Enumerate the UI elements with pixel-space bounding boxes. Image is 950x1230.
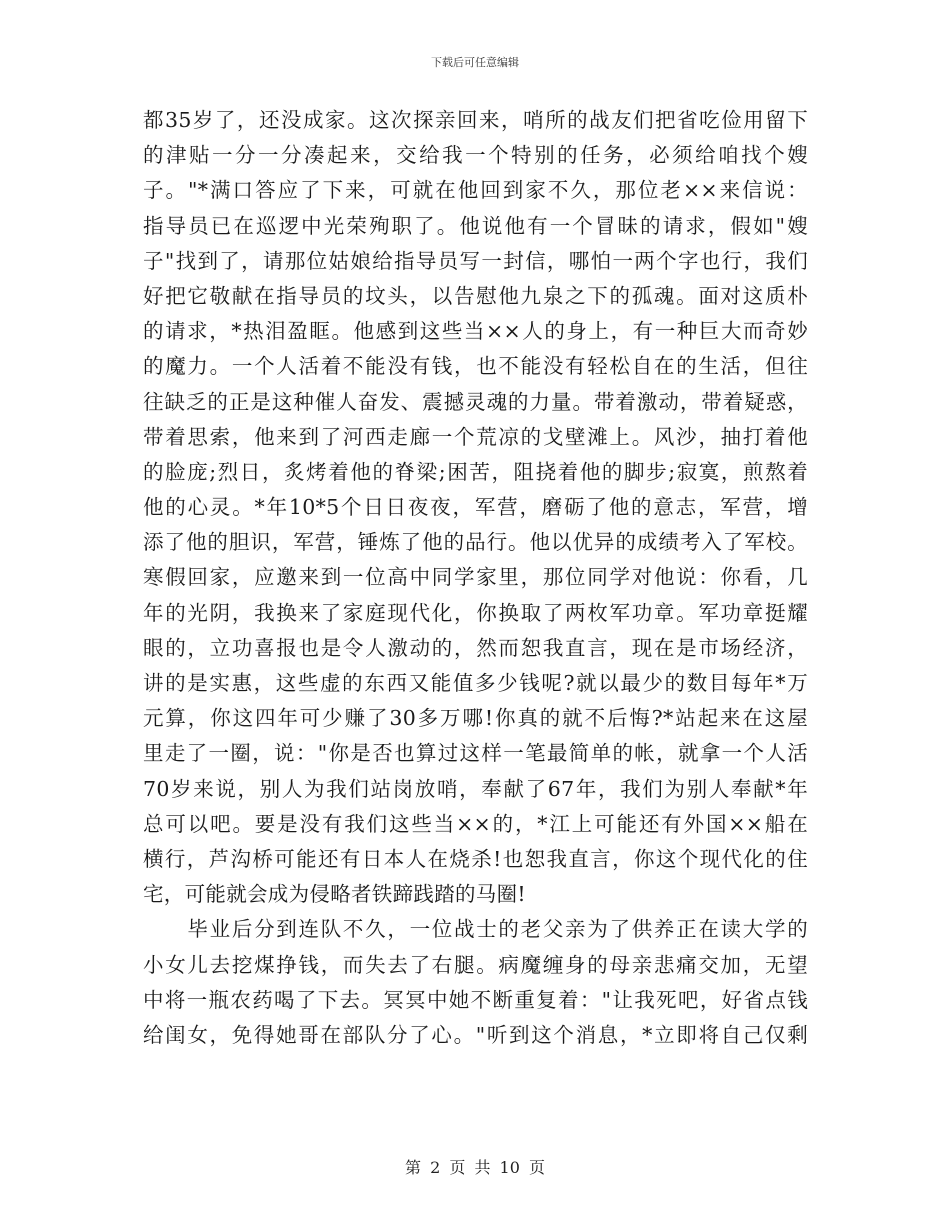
text-line: 添了他的胆识，军营，锤炼了他的品行。他以优异的成绩考入了军校。: [143, 530, 808, 555]
text-line: 子。"*满口答应了下来，可就在他回到家不久，那位老××来信说：: [143, 178, 808, 203]
text-line: 子"找到了，请那位姑娘给指导员写一封信，哪怕一两个字也行，我们: [143, 248, 808, 273]
text-line: 70岁来说，别人为我们站岗放哨，奉献了67年，我们为别人奉献*年: [143, 776, 808, 801]
text-line: 的请求，*热泪盈眶。他感到这些当××人的身上，有一种巨大而奇妙: [143, 319, 808, 344]
text-line: 总可以吧。要是没有我们这些当××的，*江上可能还有外国××船在: [143, 811, 808, 836]
paragraph-1: [143, 103, 808, 912]
text-line: 宅，可能就会成为侵略者铁蹄践踏的马圈!: [143, 882, 526, 907]
text-line: 往缺乏的正是这种催人奋发、震撼灵魂的力量。带着激动，带着疑惑，: [143, 389, 808, 414]
text-line: 都35岁了，还没成家。这次探亲回来，哨所的战友们把省吃俭用留下: [143, 108, 808, 132]
text-line: 好把它敬献在指导员的坟头，以告慰他九泉之下的孤魂。面对这质朴: [143, 283, 808, 308]
text-line: 带着思索，他来到了河西走廊一个荒凉的戈壁滩上。风沙，抽打着他: [143, 424, 808, 449]
text-line: 的魔力。一个人活着不能没有钱，也不能没有轻松自在的生活，但往: [143, 354, 808, 379]
text-line: 毕业后分到连队不久，一位战士的老父亲为了供养正在读大学的: [143, 917, 808, 942]
text-line: 指导员已在巡逻中光荣殉职了。他说他有一个冒昧的请求，假如"嫂: [143, 213, 808, 238]
text-line: 寒假回家，应邀来到一位高中同学家里，那位同学对他说：你看，几: [143, 565, 808, 590]
text-line: 的脸庞;烈日，炙烤着他的脊梁;困苦，阻挠着他的脚步;寂寞，煎熬着: [143, 459, 808, 484]
text-line: 元算，你这四年可少赚了30多万哪!你真的就不后悔?*站起来在这屋: [143, 706, 808, 731]
text-line: 中将一瓶农药喝了下去。冥冥中她不断重复着："让我死吧，好省点钱: [143, 987, 808, 1012]
text-line: 的津贴一分一分凑起来，交给我一个特别的任务，必须给咱找个嫂: [143, 143, 808, 168]
paragraph-2: [143, 912, 808, 1053]
document-body: [143, 103, 808, 1053]
page-header: 下载后可任意编辑: [431, 56, 519, 69]
text-line: 横行，芦沟桥可能还有日本人在烧杀!也恕我直言，你这个现代化的住: [143, 846, 808, 871]
text-line: 他的心灵。*年10*5个日日夜夜，军营，磨砺了他的意志，军营，增: [143, 495, 808, 520]
text-line: 给闺女，免得她哥在部队分了心。"听到这个消息，*立即将自己仅剩: [143, 1022, 808, 1047]
text-line: 年的光阴，我换来了家庭现代化，你换取了两枚军功章。军功章挺耀: [143, 600, 808, 625]
text-line: 眼的，立功喜报也是令人激动的，然而恕我直言，现在是市场经济，: [143, 635, 808, 660]
text-line: 小女儿去挖煤挣钱，而失去了右腿。病魔缠身的母亲悲痛交加，无望: [143, 952, 808, 977]
text-line: 里走了一圈，说："你是否也算过这样一笔最简单的帐，就拿一个人活: [143, 741, 808, 766]
text-line: 讲的是实惠，这些虚的东西又能值多少钱呢?就以最少的数目每年*万: [143, 671, 808, 695]
page-number-footer: 第 2 页 共 10 页: [405, 1158, 545, 1177]
